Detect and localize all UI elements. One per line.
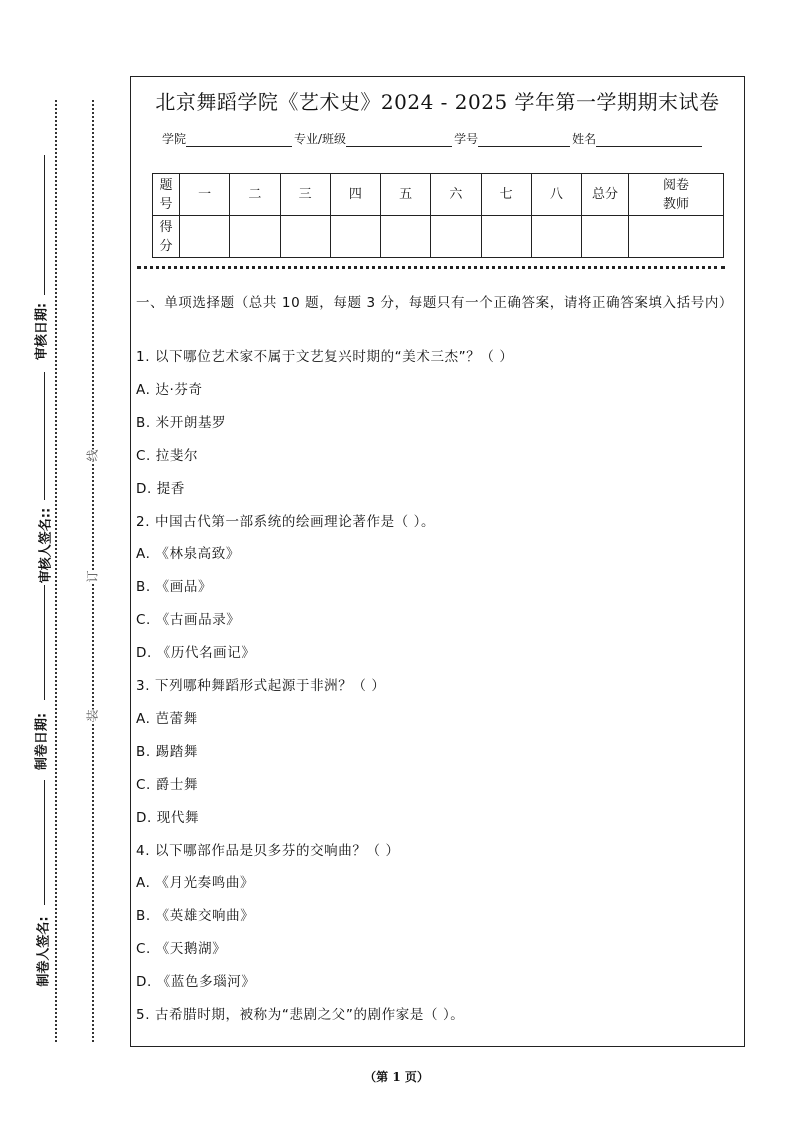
compile-date-label: 制卷日期: [34,712,50,771]
section-title: 一、单项选择题（总共 10 题，每题 3 分，每题只有一个正确答案，请将正确答案填入括号内） [136,295,734,311]
field-label-student-id: 学号 [454,132,479,146]
score-cell[interactable] [180,216,230,258]
row-label: 题 号 [153,174,180,216]
col-header: 五 [381,174,431,216]
score-cell[interactable] [280,216,330,258]
score-cell[interactable] [431,216,481,258]
answer-option: C. 爵士舞 [136,776,199,793]
col-header: 二 [230,174,280,216]
score-cell[interactable] [481,216,531,258]
signature-line [44,372,45,500]
answer-option: B. 踢踏舞 [136,743,198,760]
student-info-row [162,130,704,147]
answer-option: A. 《林泉高致》 [136,546,240,563]
signature-line [44,585,45,700]
score-row [153,216,724,258]
col-header: 六 [431,174,481,216]
col-header: 八 [531,174,581,216]
score-cell[interactable] [230,216,280,258]
cut-mark-zhuang: 装 [85,709,100,722]
reviewer-signature-label: 审核人签名:: [38,507,54,584]
answer-option: D. 《蓝色多瑙河》 [136,974,256,991]
review-date-label: 审核日期: [34,302,50,361]
grader-cell[interactable] [629,216,724,258]
answer-option: D. 现代舞 [136,809,200,826]
outer-fold-line [55,100,57,1042]
exam-title: 北京舞蹈学院《艺术史》2024 - 2025 学年第一学期期末试卷 [155,90,720,114]
answer-option: B. 《英雄交响曲》 [136,908,255,925]
field-label-major-class: 专业/班级 [294,132,347,146]
question-stem: 1. 以下哪位艺术家不属于文艺复兴时期的“美术三杰”？（ ） [136,349,514,365]
score-cell[interactable] [330,216,380,258]
col-header: 总分 [582,174,629,216]
col-header: 四 [330,174,380,216]
question-stem: 3. 下列哪种舞蹈形式起源于非洲？（ ） [136,678,386,694]
score-cell[interactable] [381,216,431,258]
row-label: 得 分 [153,216,180,258]
signature-line [44,155,45,295]
question-stem: 2. 中国古代第一部系统的绘画理论著作是（ ）。 [136,513,436,530]
question-number-row [153,174,724,216]
answer-option: B. 米开朗基罗 [136,414,227,431]
field-label-name: 姓名 [572,132,597,146]
answer-option: D. 《历代名画记》 [136,645,256,662]
field-label-college: 学院 [162,132,187,146]
section-separator [137,266,725,269]
page-number: （第 1 页） [364,1070,429,1084]
compiler-signature-label: 制卷人签名: [36,916,52,987]
cut-mark-xian: 线 [85,449,100,462]
grader-header: 阅卷 教师 [629,174,724,216]
score-cell[interactable] [531,216,581,258]
cut-mark-ding: 订 [85,570,100,583]
college-input[interactable] [186,132,292,147]
answer-option: C. 拉斐尔 [136,447,199,464]
answer-option: C. 《天鹅湖》 [136,941,227,958]
answer-option: C. 《古画品录》 [136,612,241,629]
answer-option: B. 《画品》 [136,579,213,596]
score-cell[interactable] [582,216,629,258]
score-table [152,173,724,258]
major-class-input[interactable] [346,132,452,147]
answer-option: A. 芭蕾舞 [136,710,198,727]
name-input[interactable] [596,132,702,147]
answer-option: A. 达·芬奇 [136,381,203,398]
signature-line [44,780,45,905]
student-id-input[interactable] [478,132,570,147]
answer-option: A. 《月光奏鸣曲》 [136,875,255,892]
answer-option: D. 提香 [136,480,185,497]
col-header: 七 [481,174,531,216]
question-stem: 5. 古希腊时期，被称为“悲剧之父”的剧作家是（ ）。 [136,1007,465,1023]
col-header: 三 [280,174,330,216]
question-stem: 4. 以下哪部作品是贝多芬的交响曲？（ ） [136,842,400,859]
col-header: 一 [180,174,230,216]
